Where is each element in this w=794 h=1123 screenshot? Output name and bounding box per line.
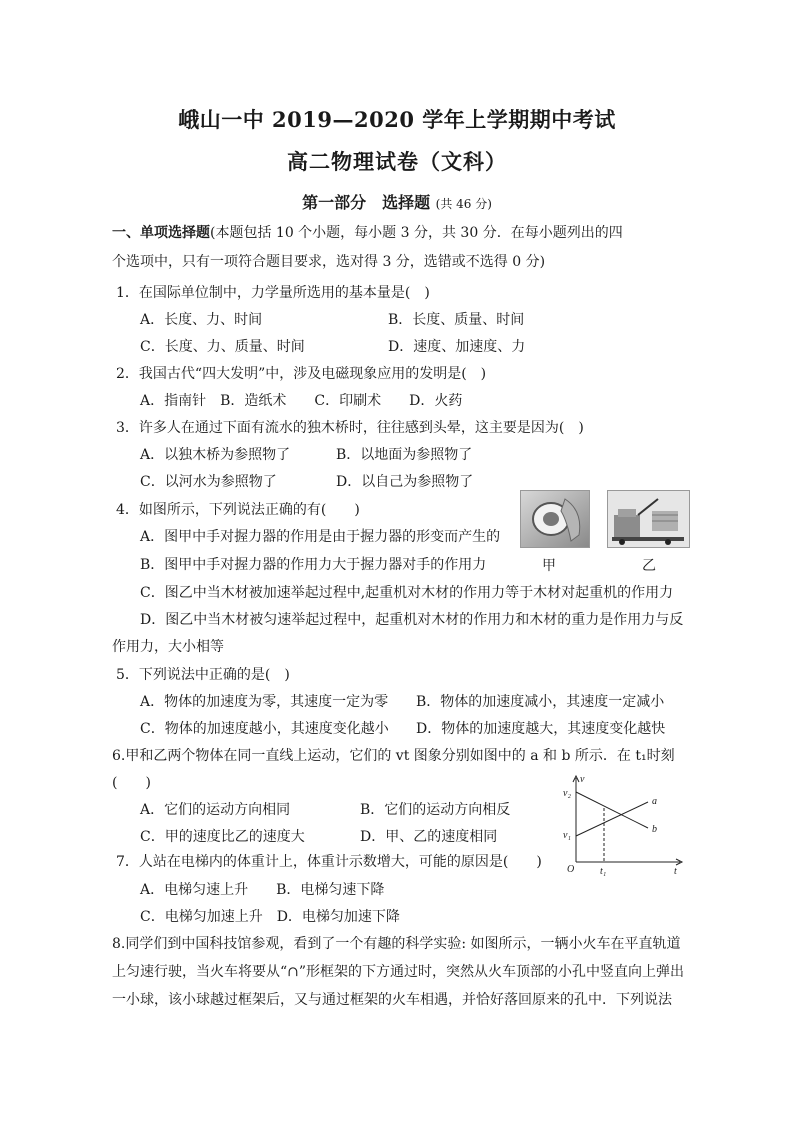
v2-label: v₂ <box>563 788 571 799</box>
q6-option-a: A．它们的运动方向相同 <box>140 802 291 818</box>
q7-options-line2: C．电梯匀加速上升 D．电梯匀加速下降 <box>140 909 400 925</box>
q5-option-c: C．物体的加速度越小，其速度变化越小 <box>140 721 389 737</box>
q6-paren: ( ) <box>112 775 151 791</box>
line-b <box>576 792 648 828</box>
q4-option-d: D．图乙中当木材被匀速举起过程中，起重机对木材的作用力和木材的重力是作用力与反 <box>140 612 684 628</box>
part-title <box>0 190 794 213</box>
exam-title: 峨山一中 2019—2020 学年上学期期中考试 <box>178 107 616 132</box>
q4-stem: 4．如图所示，下列说法正确的有( ) <box>116 502 360 518</box>
q6-stem: 6.甲和乙两个物体在同一直线上运动，它们的 vt 图象分别如图中的 a 和 b 所示．在 t₁时刻 <box>112 748 675 764</box>
v-axis-label: v <box>580 774 585 785</box>
part-title-main: 第一部分 选择题 <box>302 193 431 212</box>
q3-option-d: D．以自己为参照物了 <box>336 474 474 490</box>
q1-stem: 1．在国际单位制中，力学量所选用的基本量是( ) <box>116 285 430 301</box>
q4-option-c: C．图乙中当木材被加速举起过程中,起重机对木材的作用力等于木材对起重机的作用力 <box>140 585 674 601</box>
section-heading-line2: 个选项中，只有一项符合题目要求，选对得 3 分，选错或不选得 0 分) <box>112 254 546 270</box>
q7-options-line1: A．电梯匀速上升 B．电梯匀速下降 <box>140 882 385 898</box>
q3-option-c: C．以河水为参照物了 <box>140 474 277 490</box>
part-title-points: (共 46 分) <box>435 197 492 211</box>
q5-stem: 5．下列说法中正确的是( ) <box>116 667 290 683</box>
t1-label: t₁ <box>600 866 607 877</box>
q6-option-d: D．甲、乙的速度相同 <box>360 829 498 845</box>
grip-trainer-photo <box>520 490 590 548</box>
q3-option-a: A．以独木桥为参照物了 <box>140 447 291 463</box>
q1-option-b: B．长度、质量、时间 <box>388 312 525 328</box>
q6-option-b: B．它们的运动方向相反 <box>360 802 511 818</box>
exam-subtitle: 高二物理试卷（文科） <box>287 149 507 174</box>
q6-option-c: C．甲的速度比乙的速度大 <box>140 829 305 845</box>
q5-option-d: D．物体的加速度越大，其速度变化越快 <box>416 721 666 737</box>
q4-option-d-cont: 作用力，大小相等 <box>112 639 224 655</box>
caption-jia: 甲 <box>542 558 556 574</box>
q8-line1: 8.同学们到中国科技馆参观，看到了一个有趣的科学实验: 如图所示，一辆小火车在平直轨道 <box>112 936 681 952</box>
q2-stem: 2．我国古代“四大发明”中，涉及电磁现象应用的发明是( ) <box>116 366 487 382</box>
line-a-label: a <box>652 796 657 807</box>
vt-graph <box>560 772 690 880</box>
q1-option-c: C．长度、力、质量、时间 <box>140 339 305 355</box>
q1-option-a: A．长度、力、时间 <box>140 312 263 328</box>
t-axis-label: t <box>674 866 677 877</box>
section-heading-bold: 一、单项选择题 <box>112 225 210 241</box>
crane-lifting-wood-photo <box>607 490 690 548</box>
q5-option-a: A．物体的加速度为零，其速度一定为零 <box>140 694 389 710</box>
line-a <box>576 802 648 836</box>
q5-option-b: B．物体的加速度减小，其速度一定减小 <box>416 694 665 710</box>
section-heading-rest: (本题包括 10 个小题，每小题 3 分，共 30 分．在每小题列出的四 <box>210 225 623 241</box>
q7-stem: 7．人站在电梯内的体重计上，体重计示数增大，可能的原因是( ) <box>116 854 542 870</box>
q8-line2: 上匀速行驶，当火车将要从“∩”形框架的下方通过时，突然从火车顶部的小孔中竖直向上弹出 <box>112 964 685 980</box>
q3-option-b: B．以地面为参照物了 <box>336 447 473 463</box>
q4-option-b: B．图甲中手对握力器的作用力大于握力器对手的作用力 <box>140 557 487 573</box>
q4-option-a: A．图甲中手对握力器的作用是由于握力器的形变而产生的 <box>140 529 501 545</box>
q8-line3: 一小球，该小球越过框架后，又与通过框架的火车相遇，并恰好落回原来的孔中．下列说法 <box>112 992 672 1008</box>
v1-label: v₁ <box>563 830 571 841</box>
line-b-label: b <box>652 824 657 835</box>
origin-label: O <box>567 864 575 875</box>
caption-yi: 乙 <box>642 558 656 574</box>
q1-option-d: D．速度、加速度、力 <box>388 339 526 355</box>
q2-options: A．指南针 B．造纸术 C．印刷术 D．火药 <box>140 393 463 409</box>
section-heading <box>112 223 623 243</box>
q3-stem: 3．许多人在通过下面有流水的独木桥时，往往感到头晕，这主要是因为( ) <box>116 420 584 436</box>
